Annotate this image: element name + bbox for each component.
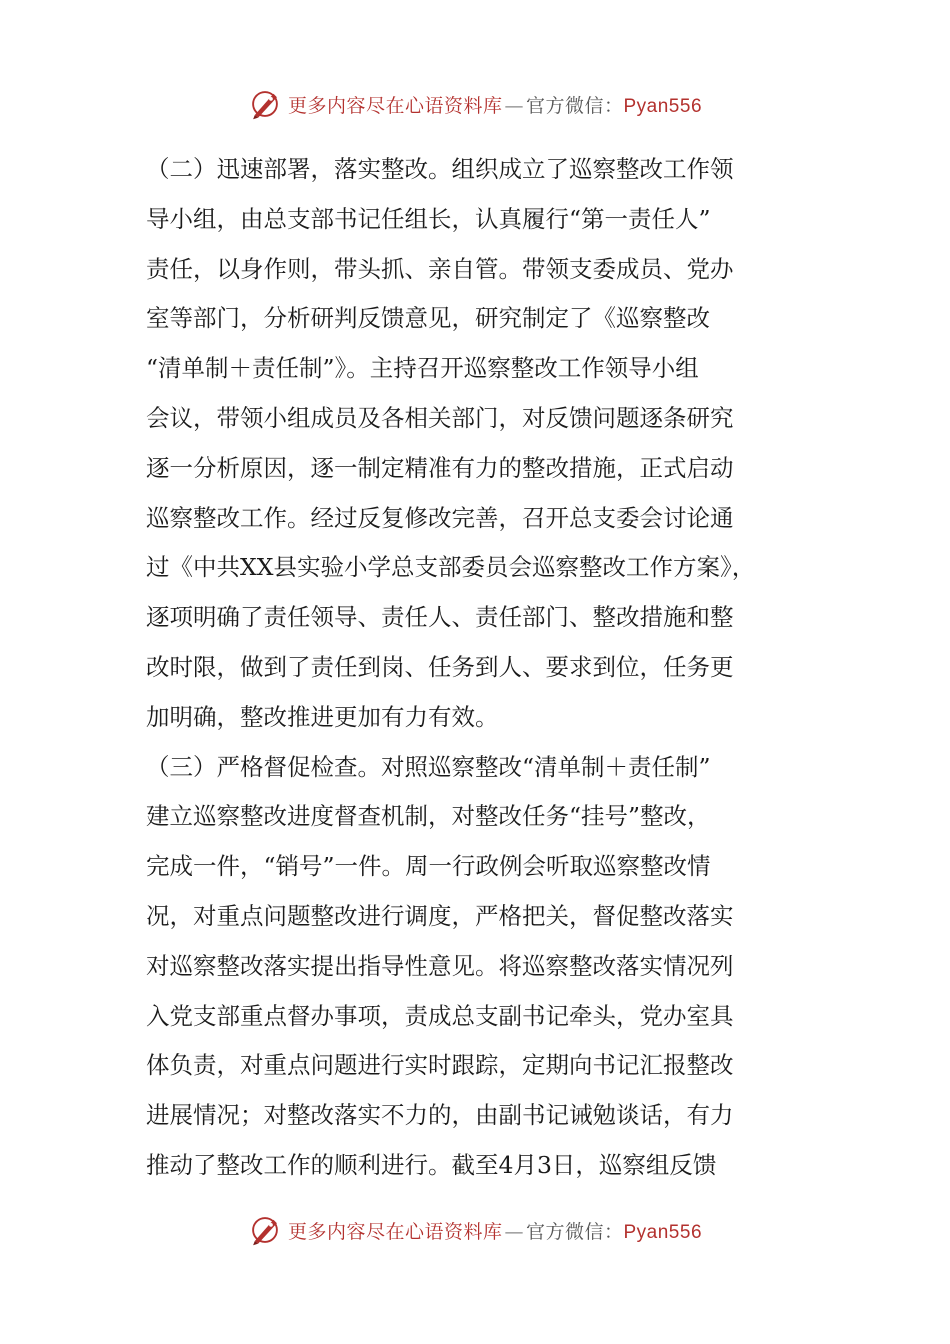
header-banner-id: Pyan556 bbox=[623, 95, 703, 117]
footer-banner bbox=[0, 1210, 950, 1250]
text-line: 入党支部重点督办事项，责成总支副书记牵头，党办室具 bbox=[146, 1001, 734, 1030]
text-line: （三）严格督促检查。对照巡察整改“清单制＋责任制” bbox=[146, 752, 711, 781]
text-line: 加明确，整改推进更加有力有效。 bbox=[146, 702, 499, 731]
pen-logo-icon bbox=[248, 1213, 282, 1247]
footer-banner-id: Pyan556 bbox=[623, 1221, 703, 1243]
header-banner-dash: — bbox=[504, 94, 524, 117]
text-line: 建立巡察整改进度督查机制，对整改任务“挂号”整改， bbox=[146, 802, 711, 831]
text-line: 完成一件，“销号”一件。周一行政例会听取巡察整改情 bbox=[146, 852, 711, 881]
text-line: “清单制＋责任制”》。主持召开巡察整改工作领导小组 bbox=[146, 354, 699, 383]
text-line: 推动了整改工作的顺利进行。截至4月3日，巡察组反馈 bbox=[146, 1150, 717, 1179]
text-line: 进展情况；对整改落实不力的，由副书记诫勉谈话，有力 bbox=[146, 1101, 734, 1130]
header-banner bbox=[0, 84, 950, 124]
header-banner-main: 更多内容尽在心语资料库 bbox=[287, 94, 503, 117]
text-line: 体负责，对重点问题进行实时跟踪，定期向书记汇报整改 bbox=[146, 1051, 734, 1080]
text-line: 改时限，做到了责任到岗、任务到人、要求到位，任务更 bbox=[146, 652, 734, 681]
footer-banner-dash: — bbox=[504, 1220, 524, 1243]
header-banner-text bbox=[288, 91, 702, 118]
text-line: 对巡察整改落实提出指导性意见。将巡察整改落实情况列 bbox=[146, 951, 734, 980]
text-line: 会议，带领小组成员及各相关部门，对反馈问题逐条研究 bbox=[146, 403, 734, 432]
footer-banner-main: 更多内容尽在心语资料库 bbox=[287, 1220, 503, 1243]
text-line: 导小组，由总支部书记任组长，认真履行“第一责任人” bbox=[146, 204, 711, 233]
text-line: 巡察整改工作。经过反复修改完善，召开总支委会讨论通 bbox=[146, 503, 734, 532]
text-line: 责任，以身作则，带头抓、亲自管。带领支委成员、党办 bbox=[146, 254, 734, 283]
text-line: 过《中共XX县实验小学总支部委员会巡察整改工作方案》， bbox=[146, 553, 756, 582]
text-line: （二）迅速部署，落实整改。组织成立了巡察整改工作领 bbox=[146, 155, 734, 183]
footer-banner-text bbox=[288, 1217, 702, 1244]
text-line: 逐项明确了责任领导、责任人、责任部门、整改措施和整 bbox=[146, 603, 734, 632]
text-line: 况，对重点问题整改进行调度，严格把关，督促整改落实 bbox=[146, 901, 734, 930]
pen-logo-icon bbox=[248, 87, 282, 121]
document-body bbox=[146, 145, 808, 1191]
text-line: 逐一分析原因，逐一制定精准有力的整改措施，正式启动 bbox=[146, 453, 734, 482]
header-banner-label: 官方微信： bbox=[525, 94, 624, 117]
text-line: 室等部门，分析研判反馈意见，研究制定了《巡察整改 bbox=[146, 304, 710, 333]
footer-banner-label: 官方微信： bbox=[525, 1220, 624, 1243]
